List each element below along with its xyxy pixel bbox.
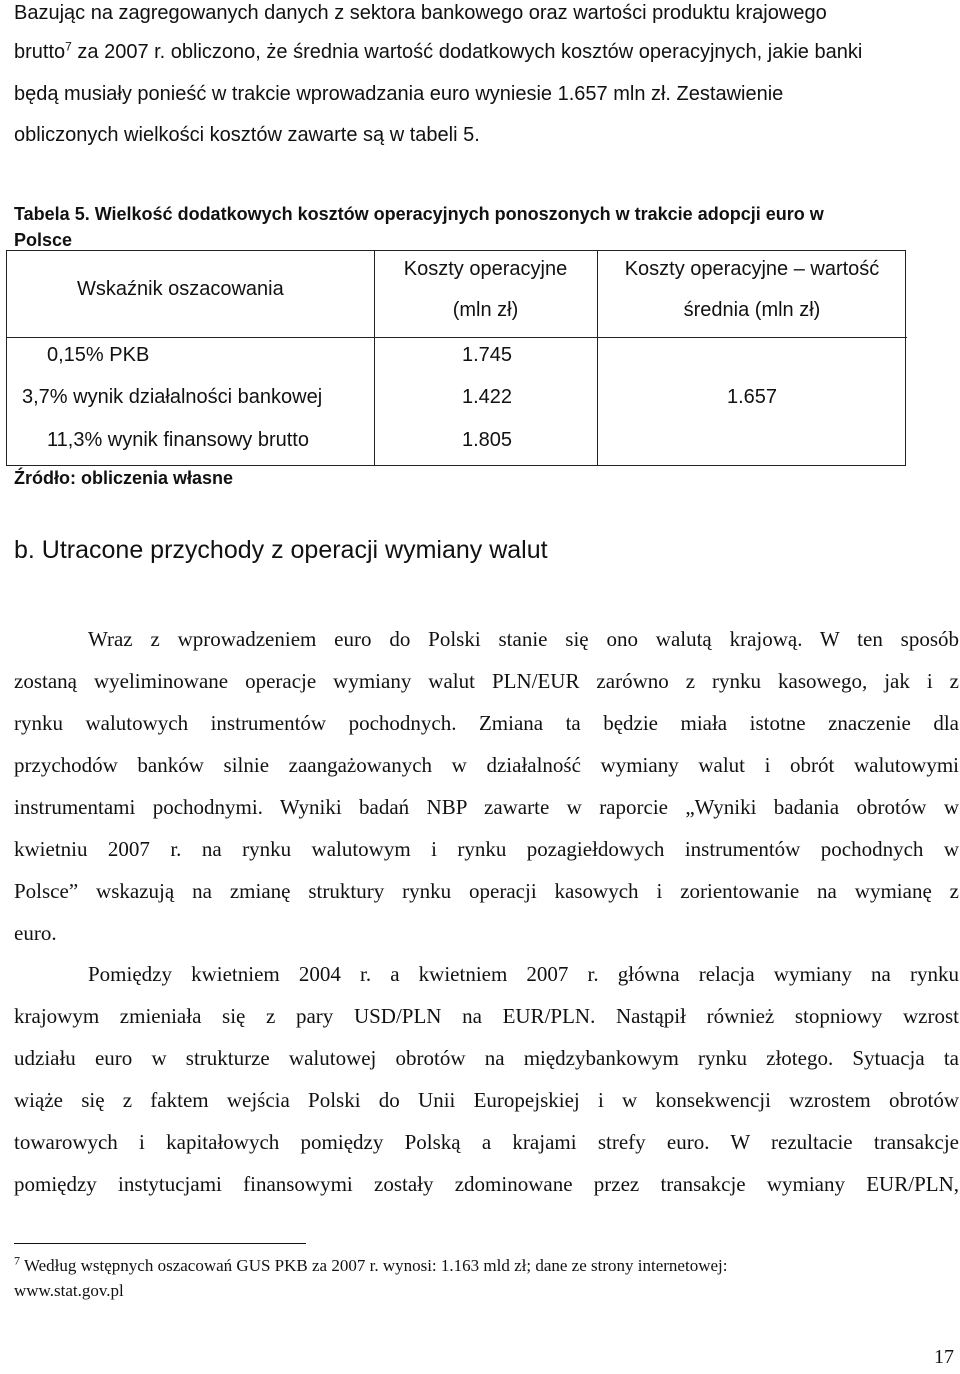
average-cost: 1.657 [726,386,778,408]
body-line-2: zostaną wyeliminowane operacje wymiany walut PLN/EUR zarówno z rynku kasowego, jak i z [14,669,959,693]
page-number: 17 [934,1346,954,1368]
row-1-indicator: 0,15% PKB [47,344,150,366]
header-indicator: Wskaźnik oszacowania [77,278,284,300]
body-line-7: Polsce” wskazują na zmianę struktury rynku operacji kasowych i zorientowanie na wymianę z [14,879,959,903]
intro-line-4: obliczonych wielkości kosztów zawarte są w tabeli 5. [14,124,480,146]
intro-line-2-rest: za 2007 r. obliczono, że średnia wartość dodatkowych kosztów operacyjnych, jakie banki [71,41,863,63]
section-heading: b. Utracone przychody z operacji wymiany walut [14,536,548,564]
row-2-cost: 1.422 [462,386,513,408]
body-line-4: przychodów banków silnie zaangażowanych w działalność wymiany walut i obrót walutowymi [14,753,959,777]
table-source: Źródło: obliczenia własne [14,468,234,488]
body-line-3: rynku walutowych instrumentów pochodnych. Zmiana ta będzie miała istotne znaczenie dla [14,711,959,735]
table-divider-1 [374,251,375,465]
footnote-line-2: www.stat.gov.pl [14,1281,124,1300]
intro-line-1: Bazując na zagregowanych danych z sektora bankowego oraz wartości produktu krajowego [14,2,827,24]
body-line-11: udziału euro w strukturze walutowej obrotów na międzybankowym rynku złotego. Sytuacja ta [14,1046,959,1070]
intro-line-3: będą musiały ponieść w trakcie wprowadzania euro wyniesie 1.657 mln zł. Zestawienie [14,83,784,105]
header-average-line-2: średnia (mln zł) [683,299,821,321]
body-line-14: pomiędzy instytucjami finansowymi zostały zdominowane przez transakcje wymiany EUR/PLN, [14,1172,959,1196]
body-line-5: instrumentami pochodnymi. Wyniki badań NBP zawarte w raporcie „Wyniki badania obrotów w [14,795,959,819]
body-line-8: euro. [14,921,57,945]
footnote-rule [14,1243,306,1244]
header-average-line-1: Koszty operacyjne – wartość [624,258,880,280]
body-line-6: kwietniu 2007 r. na rynku walutowym i rynku pozagiełdowych instrumentów pochodnych w [14,837,959,861]
footnote-line-1 [14,1253,728,1276]
row-3-cost: 1.805 [462,429,513,451]
footnote-ref: 7 [65,39,72,54]
table-header-divider [7,337,907,338]
row-1-cost: 1.745 [462,344,513,366]
body-line-12: wiąże się z faktem wejścia Polski do Unii Europejskiej i w konsekwencji wzrostem obrotów [14,1088,959,1112]
table-caption-line-1: Tabela 5. Wielkość dodatkowych kosztów operacyjnych ponoszonych w trakcie adopcji euro w [14,204,824,224]
cost-table [6,250,906,466]
intro-line-2-text: brutto [14,41,66,63]
body-line-10: krajowym zmieniała się z pary USD/PLN na EUR/PLN. Nastąpił również stopniowy wzrost [14,1004,959,1028]
row-3-indicator: 11,3% wynik finansowy brutto [47,429,309,451]
header-cost-line-2: (mln zł) [452,299,519,321]
header-cost-line-1: Koszty operacyjne [403,258,568,280]
body-line-13: towarowych i kapitałowych pomiędzy Polską a krajami strefy euro. W rezultacie transakcje [14,1130,959,1154]
intro-line-2 [14,41,862,64]
table-caption-line-2: Polsce [14,230,73,250]
footnote-text: Według wstępnych oszacowań GUS PKB za 2007 r. wynosi: 1.163 mld zł; dane ze strony internetowej: [20,1256,728,1275]
body-line-1: Wraz z wprowadzeniem euro do Polski stanie się ono walutą krajową. W ten sposób [88,627,959,651]
row-2-indicator: 3,7% wynik działalności bankowej [22,386,323,408]
body-line-9: Pomiędzy kwietniem 2004 r. a kwietniem 2007 r. główna relacja wymiany na rynku [88,962,959,986]
table-divider-2 [597,251,598,465]
footnote-mark: 7 [14,1253,20,1268]
